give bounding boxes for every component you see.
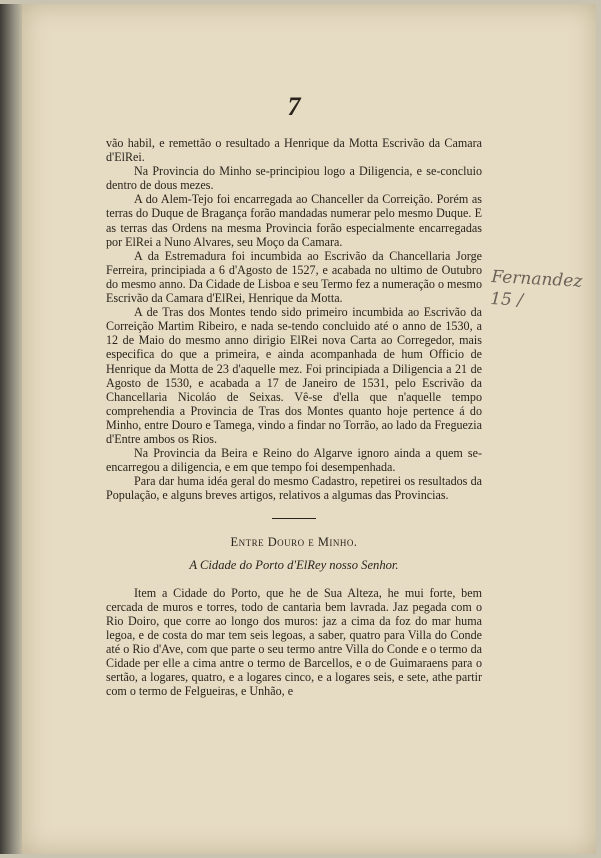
handwritten-marginalia [490, 266, 583, 315]
marginalia-line: Fernandez [490, 266, 583, 292]
paragraph: Na Provincia do Minho se-principiou logo a Diligencia, e se-concluio dentro de dous mezes. [106, 164, 482, 193]
marginalia-line: 15 / [489, 288, 524, 311]
paragraph: Na Provincia da Beira e Reino do Algarve ignoro ainda a quem se-encarregou a diligencia, e em que tempo foi desempenhada. [106, 446, 482, 475]
top-paragraphs [106, 136, 482, 502]
paragraph: A do Alem-Tejo foi encarregada ao Chanceller da Correição. Porém as terras do Duque de Bragança forão mandadas numerar pelo mesmo Duque. E as terras das Ordens na mesma Provincia forão especialmente encarregadas por ElRei a Nuno Alvares, seu Moço da Camara. [106, 192, 482, 249]
book-gutter [0, 4, 24, 854]
paragraph: A de Tras dos Montes tendo sido primeiro incumbida ao Escrivão da Correição Martim Ribeiro, e nada se-tendo concluido até o anno de 1530, a 12 de Maio do mesmo anno dirigio ElRei nova Carta ao Corregedor, mais especifica do que a primeira, e ainda acompanhada de hum Officio de Henrique da Motta de 23 d'aquelle mez. Foi principiada a Diligencia a 21 de Agosto de 1530, e acabada a 17 de Janeiro de 1531, pelo Escrivão da Chancellaria Nicoláo de Seixas. Vê-se d'ella que n'aquelle tempo comprehendia a Provincia de Tras dos Montes quanto hoje pertence á do Minho, entre Douro e Tamega, vindo a findar no Torrão, ao lado da Freguezia d'Entre ambos os Rios. [106, 305, 483, 446]
paragraph: vão habil, e remettão o resultado a Henrique da Motta Escrivão da Camara d'ElRei. [106, 136, 482, 165]
subsection-title: A Cidade do Porto d'ElRey nosso Senhor. [189, 557, 399, 572]
page-content [106, 92, 483, 699]
section-divider [272, 518, 316, 519]
paragraph: Para dar huma idéa geral do mesmo Cadastro, repetirei os resultados da População, e alguns breves artigos, relativos a algumas das Provincias. [106, 474, 482, 503]
page-number: 7 [287, 92, 301, 121]
document-page [22, 4, 596, 854]
section-title: Entre Douro e Minho. [230, 535, 358, 550]
paragraph-bottom: Item a Cidade do Porto, que he de Sua Alteza, he mui forte, bem cercada de muros e torres, todo de cantaria bem lavrada. Jaz pegada com o Rio Doiro, que corre ao longo dos muros: jaz a cima da foz do mar huma legoa, e de costa do mar tem seis legoas, a saber, quatro para Villa do Conde até o Rio d'Ave, com que parte o seu termo antre Villa do Conde e o termo da Cidade per elle a cima antre o termo de Barcellos, e o de Guimaraens para o sertão, a logares, quatro, e a logares cinco, e a logares seis, e sete, athe partir com o termo de Felgueiras, e Unhão, e [106, 585, 482, 699]
paragraph: A da Estremadura foi incumbida ao Escrivão da Chancellaria Jorge Ferreira, principiada a 6 d'Agosto de 1527, e acabada no ultimo de Outubro do mesmo anno. Da Cidade de Lisboa e seu Termo fez a numeração o mesmo Escrivão da Camara d'ElRei, Henrique da Motta. [106, 248, 482, 306]
